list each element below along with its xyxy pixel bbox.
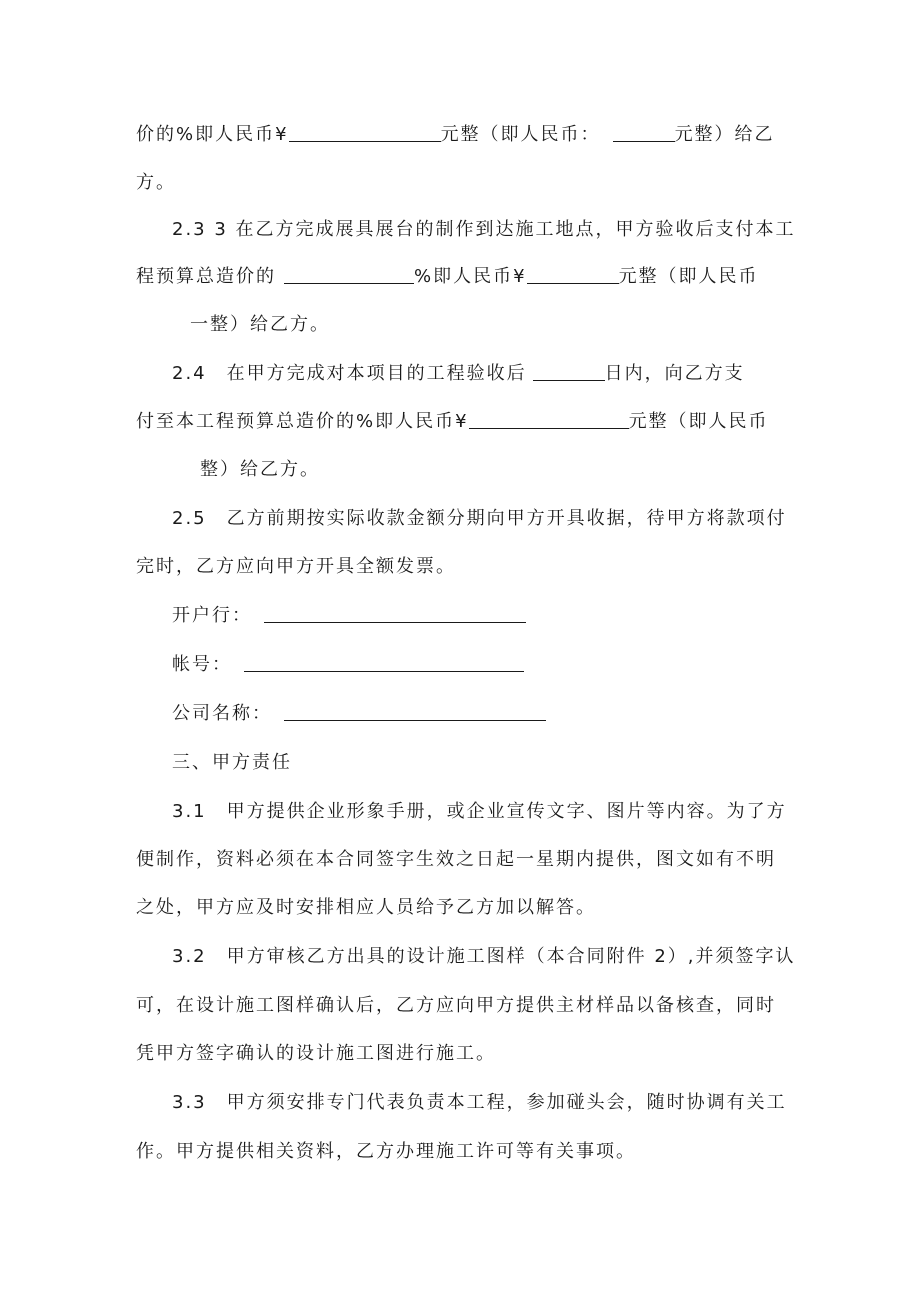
- section-heading: 三、甲方责任: [172, 752, 292, 773]
- text-line: [136, 410, 769, 434]
- text: 日内，向乙方支: [604, 363, 745, 384]
- fill-blank: [533, 362, 605, 381]
- company-label: 公司名称：: [172, 703, 272, 724]
- text: 付至本工程预算总造价的%即人民币¥: [136, 411, 469, 432]
- fill-blank: [289, 123, 441, 142]
- text-line: 3.2 甲方审核乙方出具的设计施工图样（本合同附件 2）,并须签字认: [172, 946, 796, 967]
- text: 元整（即人民币：: [440, 124, 601, 145]
- text-line: 方。: [136, 172, 176, 193]
- text-line: [136, 265, 759, 289]
- text-line: 之处，甲方应及时安排相应人员给予乙方加以解答。: [136, 897, 596, 918]
- text-line: 3.3 甲方须安排专门代表负责本工程，参加碰头会，随时协调有关工: [172, 1092, 787, 1113]
- text: 价的%即人民币¥: [136, 124, 289, 145]
- text: 元整）给乙: [674, 124, 775, 145]
- text-line: 可，在设计施工图样确认后，乙方应向甲方提供主材样品以备核查，同时: [136, 995, 776, 1016]
- text-line: 作。甲方提供相关资料，乙方办理施工许可等有关事项。: [136, 1141, 636, 1162]
- text: 元整（即人民币: [618, 266, 759, 287]
- text-line: 2.5 乙方前期按实际收款金额分期向甲方开具收据，待甲方将款项付: [172, 508, 787, 529]
- account-blank: [244, 653, 524, 672]
- text-line: 2.3 3 在乙方完成展具展台的制作到达施工地点，甲方验收后支付本工: [172, 219, 796, 240]
- company-line: [172, 702, 546, 726]
- text: 元整（即人民币: [628, 411, 769, 432]
- company-blank: [284, 702, 546, 721]
- text-line: 便制作，资料必须在本合同签字生效之日起一星期内提供，图文如有不明: [136, 849, 776, 870]
- bank-blank: [264, 604, 526, 623]
- text-line: 凭甲方签字确认的设计施工图进行施工。: [136, 1043, 496, 1064]
- fill-blank: [613, 123, 675, 142]
- text-line: [172, 362, 745, 386]
- bank-line: [172, 604, 526, 628]
- bank-label: 开户行：: [172, 605, 252, 626]
- fill-blank: [284, 265, 414, 284]
- text-line: 3.1 甲方提供企业形象手册，或企业宣传文字、图片等内容。为了方: [172, 801, 787, 822]
- fill-blank: [527, 265, 619, 284]
- text-line: 一整）给乙方。: [190, 314, 330, 335]
- text-line: 完时，乙方应向甲方开具全额发票。: [136, 556, 456, 577]
- text: 2.4 在甲方完成对本项目的工程验收后: [172, 363, 527, 384]
- text: 程预算总造价的: [136, 266, 276, 287]
- account-line: [172, 653, 524, 677]
- account-label: 帐号：: [172, 654, 232, 675]
- text-line: [136, 123, 775, 147]
- text: %即人民币¥: [414, 266, 527, 287]
- text-line: 整）给乙方。: [200, 459, 320, 480]
- fill-blank: [469, 410, 629, 429]
